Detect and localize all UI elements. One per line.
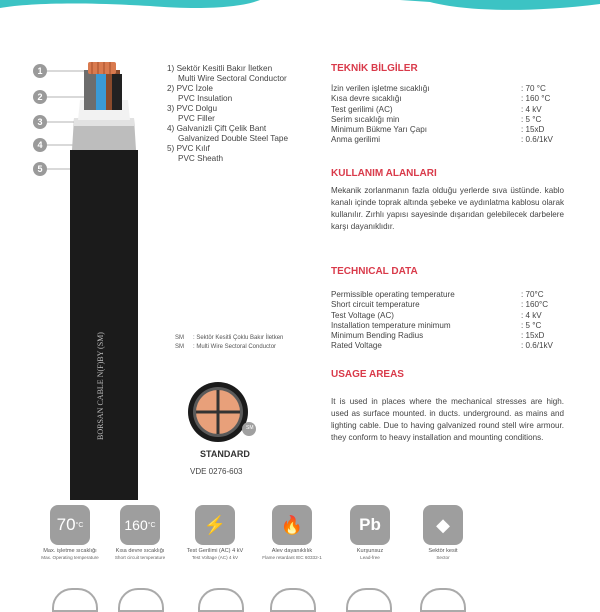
kullanim-title: KULLANIM ALANLARI xyxy=(331,168,437,179)
cable-sheath xyxy=(70,150,138,500)
legend-item: 1) Sektör Kesitli Bakır İletken Multi Wire Sectoral Conductor xyxy=(167,64,287,83)
temperature-160-icon: 160 °C xyxy=(120,505,160,545)
legend-item: 4) Galvanizli Çift Çelik Bant Galvanized Double Steel Tape xyxy=(167,124,288,143)
feature-sector: ◆ Sektör kesit Sector xyxy=(413,505,473,561)
marker-2: 2 xyxy=(33,90,47,104)
partial-icon xyxy=(118,588,164,612)
lead-free-icon: Pb xyxy=(350,505,390,545)
feature-lead-free: Pb Kurşunsuz Lead-free xyxy=(340,505,400,561)
sm-badge: SM xyxy=(246,425,254,431)
technical-specs: Permissible operating temperature : 70°C Short circuit temperature : 160°C Test Voltage (AC) : 4 kV Installation temperature minimum : 5 °C Minimum Bending Radius : 15xD Rated Voltage : 0.6/1kV xyxy=(331,290,553,351)
partial-icon xyxy=(198,588,244,612)
legend-item: 2) PVC İzole PVC Insulation xyxy=(167,84,233,103)
teknik-title: TEKNİK BİLGİLER xyxy=(331,63,418,74)
legend-item: 5) PVC Kılıf PVC Sheath xyxy=(167,144,224,163)
component-legend xyxy=(167,64,327,164)
partial-icon xyxy=(52,588,98,612)
teknik-specs: İzin verilen işletme sıcaklığı : 70 °C Kısa devre sıcaklığı : 160 °C Test gerilimi (AC) : 4 kV Serim sıcaklığı min : 5 °C Minimum Bükme Yarı Çapı : 15xD Anma gerilimi : 0.6/1kV xyxy=(331,84,553,145)
technical-title: TECHNICAL DATA xyxy=(331,266,418,277)
temperature-70-icon: 70 °C xyxy=(50,505,90,545)
marker-3: 3 xyxy=(33,115,47,129)
test-voltage-icon: ⚡ xyxy=(195,505,235,545)
legend-item: 3) PVC Dolgu PVC Filler xyxy=(167,104,218,123)
partial-icon xyxy=(346,588,392,612)
marker-5: 5 xyxy=(33,162,47,176)
flame-retardant-icon: 🔥 xyxy=(272,505,312,545)
usage-title: USAGE AREAS xyxy=(331,369,404,380)
standard-label: STANDARD xyxy=(200,449,250,459)
vde-label: VDE 0276-603 xyxy=(190,467,243,476)
marker-4: 4 xyxy=(33,138,47,152)
partial-icon xyxy=(420,588,466,612)
feature-flame: 🔥 Alev dayanıklılık Flame retardant IEC 60332-1 xyxy=(262,505,322,561)
sector-conductor-icon: ◆ xyxy=(423,505,463,545)
cable-print: BORSAN CABLE N(F)BY (SM) xyxy=(96,332,105,440)
sm-notes: SM : Sektör Kesitli Çoklu Bakır İletken SM : Multi Wire Sectoral Conductor xyxy=(175,335,284,350)
partial-icon xyxy=(270,588,316,612)
feature-max-temp: 70 °C Max. işletme sıcaklığı Max. Operating temperature xyxy=(40,505,100,561)
usage-text: It is used in places where the mechanical stresses are high. used as surface mounted. in ducts. underground. as mains and lighting cable. Due to having galvanized round stell wire armour. they conform to heavy installation and mounting conditions. xyxy=(331,397,564,442)
marker-1: 1 xyxy=(33,64,47,78)
feature-test-voltage: ⚡ Test Gerilimi (AC) 4 kV Test Voltage (AC) 4 kV xyxy=(185,505,245,561)
kullanim-text: Mekanik zorlanmanın fazla olduğu yerlerde sıva üstünde. kablo kanalı içinde toprak altında şebeke ve aydınlatma kablosu olarak kullanılır. Zırhlı yapısı sayesinde dışarıdan gelebilecek darbelere karşı dayanıklıdır. xyxy=(331,186,564,231)
feature-short-circuit: 160 °C Kısa devre sıcaklığı Short circuit temperature xyxy=(110,505,170,561)
